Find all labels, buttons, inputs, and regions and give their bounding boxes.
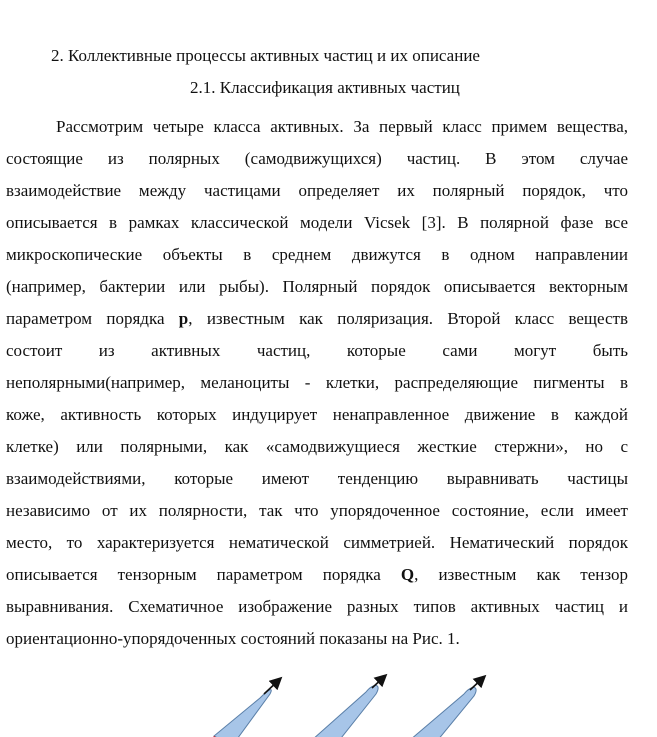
- subsection-title: 2.1. Классификация активных частиц: [190, 78, 460, 97]
- text-line: независимо от их полярности, так что упорядоченное состояние, если имеет: [6, 501, 628, 520]
- text-line: клетке) или полярными, как «самодвижущиеся жесткие стержни», но с: [6, 437, 628, 456]
- text-fragment: , известным как поляризация. Второй класс веществ: [188, 309, 628, 328]
- text-fragment: описывается тензорным параметром порядка: [6, 565, 401, 584]
- rod-body: [214, 690, 271, 737]
- direction-arrow: [372, 676, 385, 688]
- text-line: [6, 559, 628, 591]
- body-paragraph: [6, 111, 628, 655]
- text-line: (например, бактерии или рыбы). Полярный порядок описывается векторным: [6, 277, 628, 296]
- section-title: 2. Коллективные процессы активных частиц и их описание: [51, 46, 480, 65]
- rod-body: [312, 685, 378, 737]
- text-line: выравнивания. Схематичное изображение разных типов активных частиц и: [6, 597, 628, 616]
- tensor-symbol: Q: [400, 565, 415, 584]
- text-line: состоит из активных частиц, которые сами могут быть: [6, 341, 628, 360]
- text-line: коже, активность которых индуцирует ненаправленное движение в каждой: [6, 405, 628, 424]
- text-line: неполярными(например, меланоциты - клетки, распределяющие пигменты в: [6, 373, 628, 392]
- polar-particle: [204, 679, 280, 737]
- text-line: место, то характеризуется нематической симметрией. Нематический порядок: [6, 533, 628, 552]
- nematic-particle: [410, 677, 484, 737]
- text-line: взаимодействиями, которые имеют тенденцию выравнивать частицы: [6, 469, 628, 488]
- text-fragment: параметром порядка: [6, 309, 179, 328]
- text-line: состоящие из полярных (самодвижущихся) частиц. В этом случае: [6, 149, 628, 168]
- polarization-symbol: p: [178, 309, 189, 328]
- direction-arrow: [470, 677, 484, 690]
- nematic-particle: [312, 676, 385, 737]
- text-line: [6, 303, 628, 335]
- text-line: взаимодействие между частицами определяет их полярный порядок, что: [6, 181, 628, 200]
- text-fragment: , известным как тензор: [414, 565, 628, 584]
- text-line: микроскопические объекты в среднем движутся в одном направлении: [6, 245, 628, 264]
- text-line: описывается в рамках классической модели Vicsek [3]. В полярной фазе все: [6, 213, 628, 232]
- text-line: ориентационно-упорядоченных состояний показаны на Рис. 1.: [6, 629, 460, 648]
- direction-arrow: [264, 679, 280, 694]
- figure-active-particles: [0, 660, 657, 737]
- text-line: Рассмотрим четыре класса активных. За первый класс примем вещества,: [56, 117, 628, 136]
- rod-body: [410, 687, 476, 737]
